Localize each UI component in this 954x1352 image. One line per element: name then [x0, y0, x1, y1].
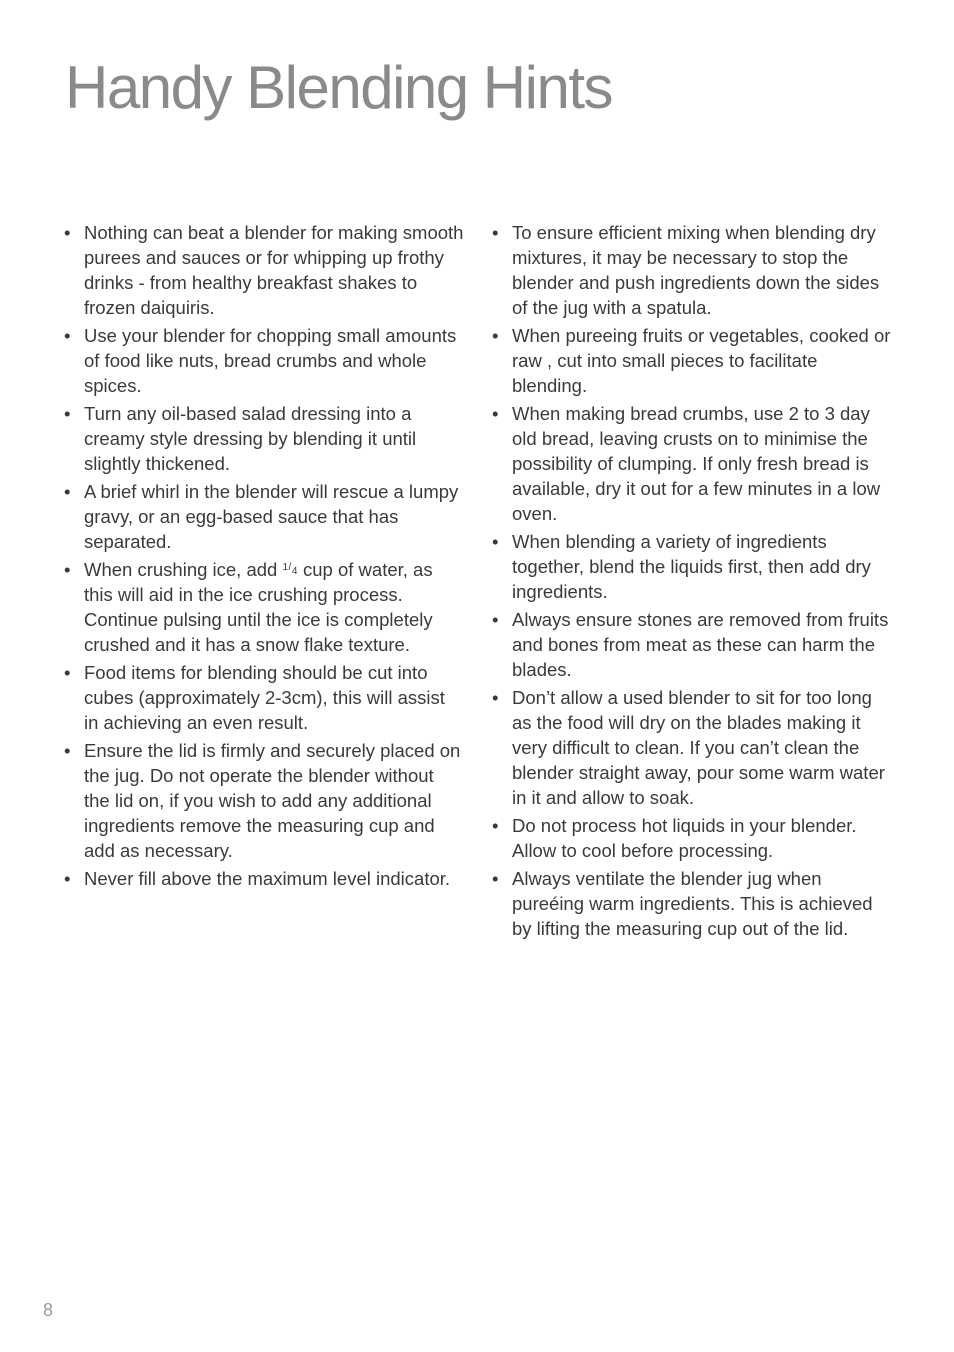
hint-item: [64, 220, 464, 320]
hint-text: When making bread crumbs, use 2 to 3 day old bread, leaving crusts on to minimise the possibility of clumping. If only fresh bread is available, dry it out for a few minutes in a low oven.: [512, 403, 881, 524]
bullet: •: [492, 687, 499, 708]
hint-item: [492, 607, 892, 682]
hint-text: A brief whirl in the blender will rescue a lumpy gravy, or an egg-based sauce that has separated.: [84, 481, 459, 552]
hint-text-before-fraction: When crushing ice, add: [84, 559, 283, 580]
hint-text-after-fraction: cup of water, as this will aid in the ice crushing process. Continue pulsing until the ice is completely crushed and it has a snow flake texture.: [84, 559, 433, 655]
bullet: •: [64, 325, 71, 346]
fraction-separator: /: [288, 562, 292, 573]
bullet: •: [64, 868, 71, 889]
fraction-denominator: 4: [291, 566, 298, 577]
hint-item: [492, 220, 892, 320]
fraction-numerator: 1: [282, 562, 289, 573]
hints-right-column: [492, 220, 892, 944]
hint-text: Ensure the lid is firmly and securely placed on the jug. Do not operate the blender without the lid on, if you wish to add any additional ingredients remove the measuring cup and add as necessary.: [84, 740, 461, 861]
hint-text: Always ensure stones are removed from fruits and bones from meat as these can harm the blades.: [512, 609, 889, 680]
hint-item: [64, 557, 464, 657]
bullet: •: [64, 559, 71, 580]
bullet: •: [64, 403, 71, 424]
hints-left-column: [64, 220, 464, 894]
hint-item: [492, 401, 892, 526]
bullet: •: [492, 531, 499, 552]
bullet: •: [492, 325, 499, 346]
bullet: •: [492, 868, 499, 889]
bullet: •: [492, 403, 499, 424]
hint-text: Do not process hot liquids in your blender. Allow to cool before processing.: [512, 815, 857, 861]
hint-text: Never fill above the maximum level indicator.: [84, 868, 451, 889]
hint-item: [492, 323, 892, 398]
hint-item: [492, 813, 892, 863]
hint-item: [492, 529, 892, 604]
quarter-fraction: [282, 563, 297, 577]
hint-item: [64, 738, 464, 863]
hint-text: When pureeing fruits or vegetables, cooked or raw , cut into small pieces to facilitate blending.: [512, 325, 891, 396]
hint-item: [64, 401, 464, 476]
hint-text: Nothing can beat a blender for making smooth purees and sauces or for whipping up frothy drinks - from healthy breakfast shakes to frozen daiquiris.: [84, 222, 464, 318]
hint-item: [492, 866, 892, 941]
hint-text: When blending a variety of ingredients together, blend the liquids first, then add dry ingredients.: [512, 531, 871, 602]
page-number: 8: [43, 1300, 54, 1320]
hint-item: [64, 866, 464, 891]
page-title: Handy Blending Hints: [65, 54, 613, 121]
hint-text: To ensure efficient mixing when blending dry mixtures, it may be necessary to stop the blender and push ingredients down the sides of the jug with a spatula.: [512, 222, 880, 318]
hint-text: Don’t allow a used blender to sit for too long as the food will dry on the blades making it very difficult to clean. If you can’t clean the blender straight away, pour some warm water in it and allow to soak.: [512, 687, 885, 808]
hint-text: Food items for blending should be cut into cubes (approximately 2-3cm), this will assist in achieving an even result.: [84, 662, 445, 733]
bullet: •: [64, 740, 71, 761]
bullet: •: [492, 609, 499, 630]
bullet: •: [64, 222, 71, 243]
bullet: •: [492, 815, 499, 836]
hint-text: Turn any oil-based salad dressing into a creamy style dressing by blending it until slightly thickened.: [84, 403, 417, 474]
bullet: •: [64, 481, 71, 502]
hint-item: [64, 323, 464, 398]
bullet: •: [64, 662, 71, 683]
hint-text: Use your blender for chopping small amounts of food like nuts, bread crumbs and whole spices.: [84, 325, 457, 396]
hint-item: [492, 685, 892, 810]
hint-item: [64, 479, 464, 554]
bullet: •: [492, 222, 499, 243]
hint-text: Always ventilate the blender jug when pureéing warm ingredients. This is achieved by lifting the measuring cup out of the lid.: [512, 868, 873, 939]
hint-item: [64, 660, 464, 735]
